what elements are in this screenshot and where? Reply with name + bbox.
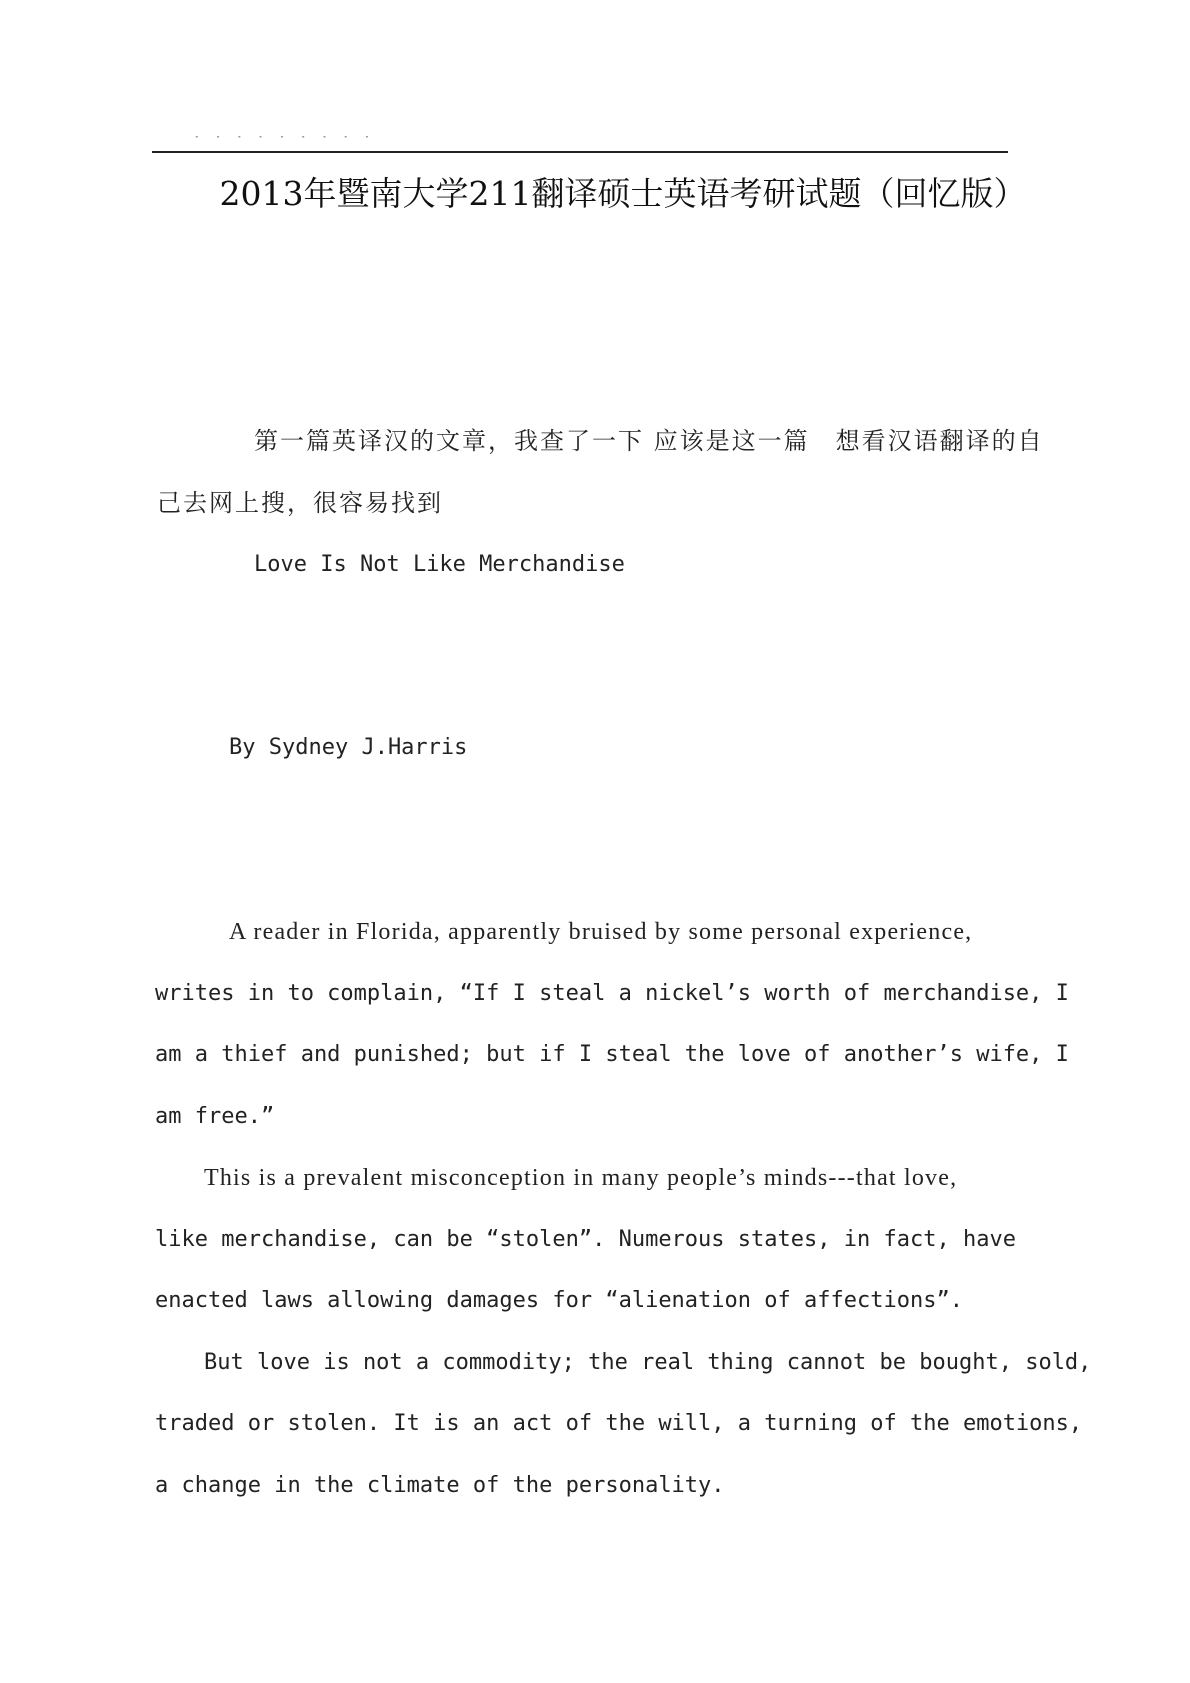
document-title: 2013年暨南大学211翻译硕士英语考研试题（回忆版） xyxy=(219,174,1027,213)
paragraph-2-line-2: like merchandise, can be “stolen”. Numerous states, in fact, have xyxy=(155,1227,1016,1252)
paragraph-3-line-3: a change in the climate of the personality. xyxy=(155,1473,725,1498)
paragraph-1-line-1: A reader in Florida, apparently bruised by some personal experience, xyxy=(229,919,973,945)
header-rule xyxy=(152,151,1008,153)
paragraph-3-line-1: But love is not a commodity; the real thing cannot be bought, sold, xyxy=(204,1350,1092,1375)
article-byline: By Sydney J.Harris xyxy=(229,735,468,760)
paragraph-1-line-4: am free.” xyxy=(155,1104,275,1129)
paragraph-1-line-3: am a thief and punished; but if I steal the love of another’s wife, I xyxy=(155,1042,1069,1067)
paragraph-1-line-2: writes in to complain, “If I steal a nickel’s worth of merchandise, I xyxy=(155,981,1069,1006)
paragraph-2-line-1: This is a prevalent misconception in many people’s minds---that love, xyxy=(204,1165,958,1191)
running-header-text xyxy=(192,136,422,150)
intro-line-1: 第一篇英译汉的文章，我查了一下 应该是这一篇 想看汉语翻译的自 xyxy=(254,427,1044,455)
running-header-label: · · · · · · · · · xyxy=(192,136,373,146)
article-title: Love Is Not Like Merchandise xyxy=(254,552,625,577)
intro-line-2: 己去网上搜，很容易找到 xyxy=(157,489,443,517)
paragraph-2-line-3: enacted laws allowing damages for “alienation of affections”. xyxy=(155,1288,963,1313)
paragraph-3-line-2: traded or stolen. It is an act of the will, a turning of the emotions, xyxy=(155,1411,1083,1436)
